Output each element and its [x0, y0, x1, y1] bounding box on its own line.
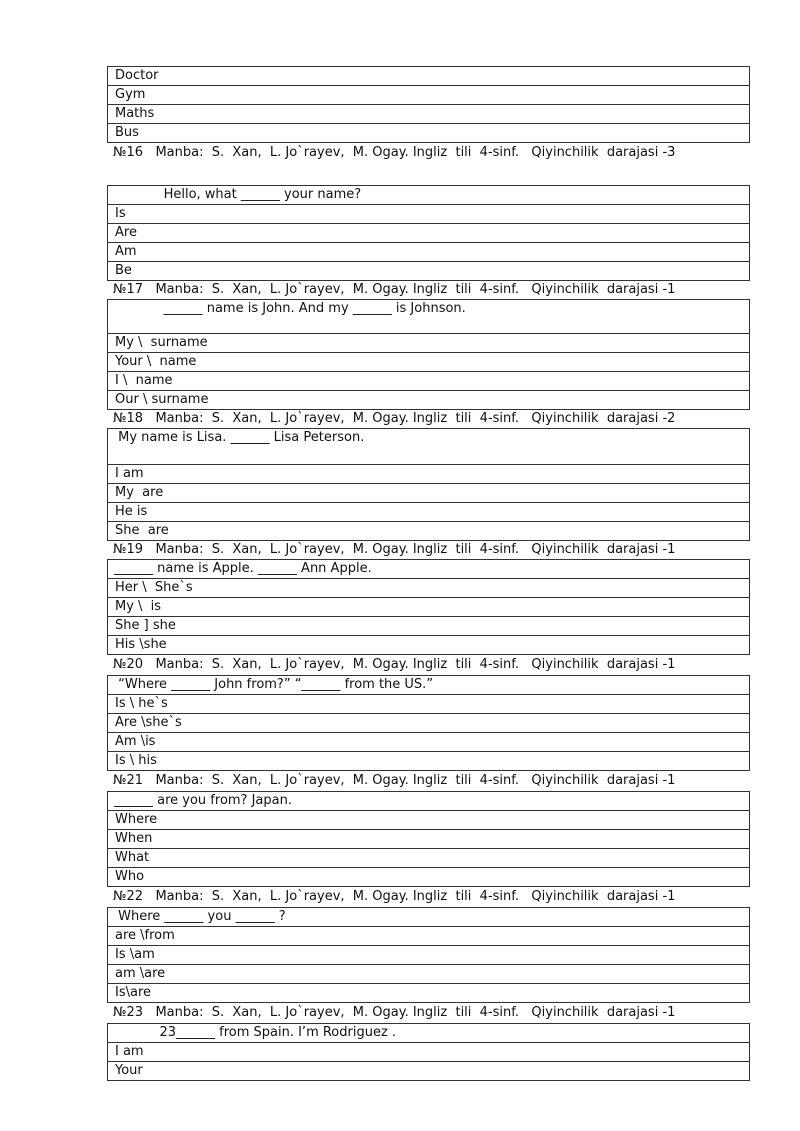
source-text: Manba: S. Xan, L. Jo`rayev, M. Ogay. Ingliz tili 4-sinf. Qiyinchilik darajasi - [155, 889, 668, 904]
option-row: Gym [108, 86, 749, 105]
option-row: When [108, 830, 749, 849]
question-table-20 [107, 675, 750, 771]
source-text: Manba: S. Xan, L. Jo`rayev, M. Ogay. Ingliz tili 4-sinf. Qiyinchilik darajasi - [155, 542, 668, 557]
option-row: Our \ surname [108, 391, 749, 410]
option-row: Am [108, 243, 749, 262]
question-number: №19 [113, 542, 144, 557]
question-number: №20 [113, 657, 144, 672]
option-row: Her \ She`s [108, 579, 749, 598]
question-text: ______ are you from? Japan. [108, 792, 749, 811]
difficulty-level: 1 [667, 542, 676, 557]
source-text: Manba: S. Xan, L. Jo`rayev, M. Ogay. Ingliz tili 4-sinf. Qiyinchilik darajasi - [155, 773, 668, 788]
option-row: He is [108, 503, 749, 522]
question-meta-22 [107, 887, 750, 907]
difficulty-level: 1 [667, 773, 676, 788]
option-row: Are [108, 224, 749, 243]
question-meta-17 [107, 281, 750, 299]
question-text: Hello, what ______ your name? [108, 186, 749, 205]
source-text: Manba: S. Xan, L. Jo`rayev, M. Ogay. Ingliz tili 4-sinf. Qiyinchilik darajasi - [155, 1005, 668, 1020]
option-row: Your \ name [108, 353, 749, 372]
option-row: I \ name [108, 372, 749, 391]
document-page [107, 66, 750, 1081]
difficulty-level: 2 [667, 411, 676, 426]
question-number: №21 [113, 773, 144, 788]
difficulty-level: 1 [667, 889, 676, 904]
question-table-18 [107, 428, 750, 541]
options-table-15 [107, 66, 750, 143]
option-row: His \she [108, 636, 749, 655]
difficulty-level: 1 [667, 282, 676, 297]
question-number: №18 [113, 411, 144, 426]
option-row: I am [108, 1043, 749, 1062]
question-meta-19 [107, 541, 750, 559]
difficulty-level: 1 [667, 657, 676, 672]
question-table-19 [107, 559, 750, 655]
option-row: What [108, 849, 749, 868]
question-text: ______ name is Apple. ______ Ann Apple. [108, 560, 749, 579]
option-row: Doctor [108, 67, 749, 86]
option-row: Your [108, 1062, 749, 1081]
source-text: Manba: S. Xan, L. Jo`rayev, M. Ogay. Ingliz tili 4-sinf. Qiyinchilik darajasi - [155, 145, 668, 160]
option-row: Is \am [108, 946, 749, 965]
option-row: am \are [108, 965, 749, 984]
question-number: №23 [113, 1005, 144, 1020]
option-row: Is [108, 205, 749, 224]
option-row: Bus [108, 124, 749, 143]
option-row: Am \is [108, 733, 749, 752]
question-table-21 [107, 791, 750, 887]
option-row: Where [108, 811, 749, 830]
question-text: My name is Lisa. ______ Lisa Peterson. [108, 429, 749, 465]
source-text: Manba: S. Xan, L. Jo`rayev, M. Ogay. Ingliz tili 4-sinf. Qiyinchilik darajasi - [155, 282, 668, 297]
question-text: ______ name is John. And my ______ is Johnson. [108, 300, 749, 334]
option-row: Is \ he`s [108, 695, 749, 714]
question-meta-18 [107, 410, 750, 428]
option-row: I am [108, 465, 749, 484]
difficulty-level: 1 [667, 1005, 676, 1020]
question-number: №17 [113, 282, 144, 297]
option-row: She are [108, 522, 749, 541]
option-row: My \ is [108, 598, 749, 617]
option-row: Who [108, 868, 749, 887]
option-row: My \ surname [108, 334, 749, 353]
question-meta-20 [107, 655, 750, 675]
question-table-23 [107, 1023, 750, 1081]
source-text: Manba: S. Xan, L. Jo`rayev, M. Ogay. Ingliz tili 4-sinf. Qiyinchilik darajasi - [155, 657, 668, 672]
option-row: My are [108, 484, 749, 503]
option-row: Maths [108, 105, 749, 124]
question-text: 23______ from Spain. I’m Rodriguez . [108, 1024, 749, 1043]
question-table-16 [107, 185, 750, 281]
difficulty-level: 3 [667, 145, 676, 160]
option-row: Is \ his [108, 752, 749, 771]
question-number: №22 [113, 889, 144, 904]
question-meta-16 [107, 143, 750, 164]
question-number: №16 [113, 145, 144, 160]
option-row: Is\are [108, 984, 749, 1003]
question-table-17 [107, 299, 750, 410]
option-row: are \from [108, 927, 749, 946]
question-meta-23 [107, 1003, 750, 1023]
question-text: “Where ______ John from?” “______ from the US.” [108, 676, 749, 695]
question-meta-21 [107, 771, 750, 791]
option-row: Are \she`s [108, 714, 749, 733]
source-text: Manba: S. Xan, L. Jo`rayev, M. Ogay. Ingliz tili 4-sinf. Qiyinchilik darajasi - [155, 411, 668, 426]
option-row: She ] she [108, 617, 749, 636]
option-row: Be [108, 262, 749, 281]
question-text: Where ______ you ______ ? [108, 908, 749, 927]
question-table-22 [107, 907, 750, 1003]
